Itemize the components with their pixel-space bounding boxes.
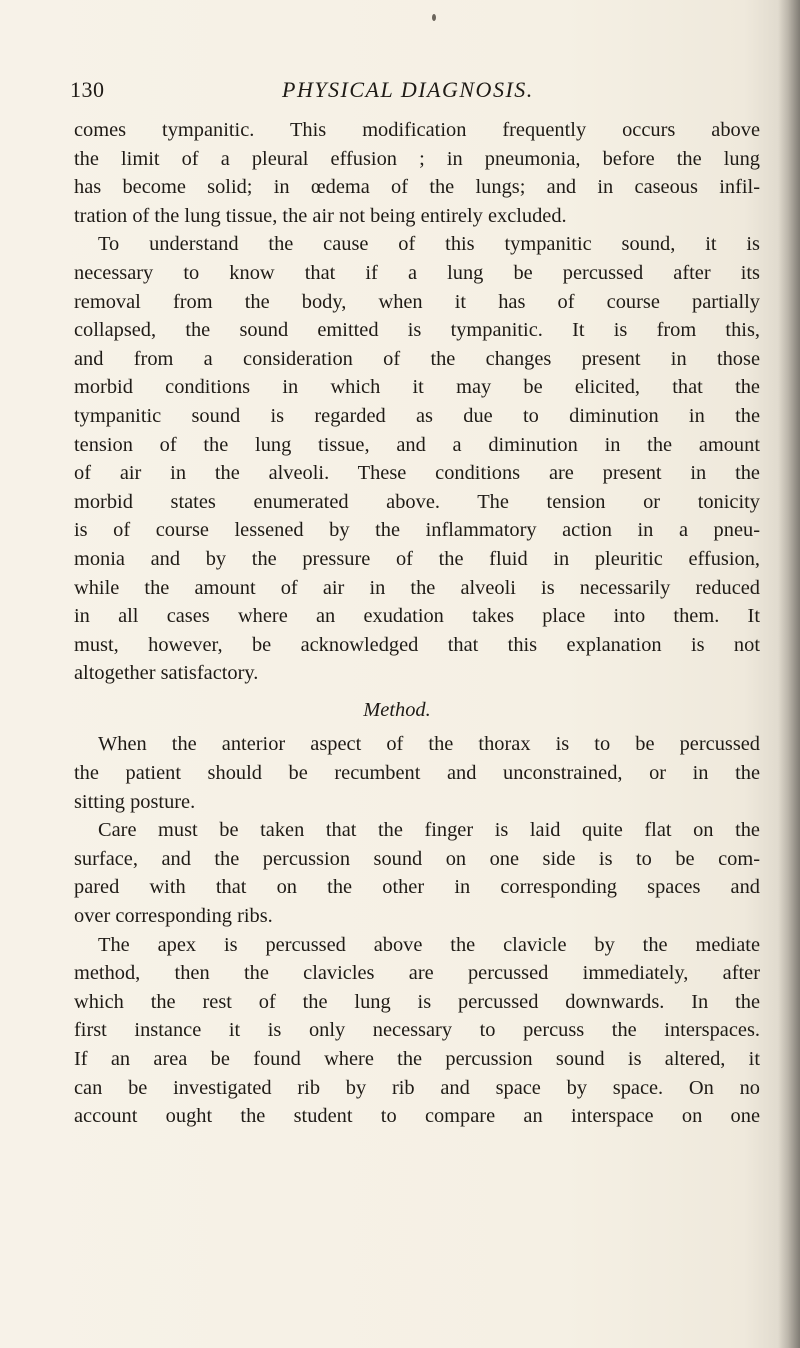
text-line: necessary to know that if a lung be percussed after its xyxy=(74,261,760,284)
text-line: of air in the alveoli. These conditions are present in the xyxy=(74,462,760,485)
text-line: tration of the lung tissue, the air not being entirely excluded. xyxy=(74,204,567,227)
text-line: monia and by the pressure of the fluid in pleuritic effusion, xyxy=(74,547,760,570)
text-line: To understand the cause of this tympanitic sound, it is xyxy=(98,233,760,256)
text-line: If an area be found where the percussion sound is altered, it xyxy=(74,1048,760,1070)
text-line: tension of the lung tissue, and a diminution in the amount xyxy=(74,433,760,456)
paragraph-4 xyxy=(74,816,760,930)
text-line: account ought the student to compare an interspace on one xyxy=(74,1105,760,1128)
text-line: collapsed, the sound emitted is tympanitic. It is from this, xyxy=(74,319,760,342)
section-heading: Method. xyxy=(363,698,431,721)
text-line: morbid states enumerated above. The tension or tonicity xyxy=(74,490,760,513)
running-title: PHYSICAL DIAGNOSIS. xyxy=(282,77,534,102)
text-line: When the anterior aspect of the thorax is to be percussed xyxy=(98,733,760,756)
page-header xyxy=(70,77,760,107)
paragraph-3 xyxy=(74,730,760,816)
text-line: morbid conditions in which it may be elicited, that the xyxy=(74,376,760,399)
text-line: pared with that on the other in corresponding spaces and xyxy=(74,876,760,899)
text-line: in all cases where an exudation takes place into them. It xyxy=(74,605,760,628)
paragraph-5 xyxy=(74,931,760,1131)
text-line: can be investigated rib by rib and space by space. On no xyxy=(74,1076,760,1099)
text-line: has become solid; in œdema of the lungs; and in caseous infil- xyxy=(74,176,760,199)
text-line: surface, and the percussion sound on one side is to be com- xyxy=(74,847,760,870)
text-line: method, then the clavicles are percussed immediately, after xyxy=(74,962,760,985)
text-line: while the amount of air in the alveoli is necessarily reduced xyxy=(74,576,760,599)
text-line: sitting posture. xyxy=(74,790,196,813)
text-line: Care must be taken that the finger is laid quite flat on the xyxy=(98,819,760,842)
text-line: the patient should be recumbent and unconstrained, or in the xyxy=(74,762,760,785)
page-edge-shadow xyxy=(778,0,800,1348)
text-line: over corresponding ribs. xyxy=(74,905,273,928)
text-line: The apex is percussed above the clavicle by the mediate xyxy=(98,933,760,956)
text-line: comes tympanitic. This modification frequently occurs above xyxy=(74,119,760,141)
text-line: tympanitic sound is regarded as due to diminution in the xyxy=(74,404,760,427)
text-line: must, however, be acknowledged that this explanation is not xyxy=(74,633,760,656)
text-line: which the rest of the lung is percussed downwards. In the xyxy=(74,990,760,1013)
paragraph-1 xyxy=(74,116,760,230)
text-line: is of course lessened by the inflammatory action in a pneu- xyxy=(74,519,760,542)
text-line: and from a consideration of the changes present in those xyxy=(74,347,760,370)
text-line: removal from the body, when it has of course partially xyxy=(74,290,760,313)
text-line: first instance it is only necessary to percuss the interspaces. xyxy=(74,1019,760,1042)
body-text xyxy=(74,116,760,1131)
text-line: the limit of a pleural effusion ; in pneumonia, before the lung xyxy=(74,147,760,170)
ink-speck xyxy=(432,14,436,21)
paragraph-2 xyxy=(74,230,760,688)
page-number: 130 xyxy=(70,77,105,102)
text-line: altogether satisfactory. xyxy=(74,662,259,685)
